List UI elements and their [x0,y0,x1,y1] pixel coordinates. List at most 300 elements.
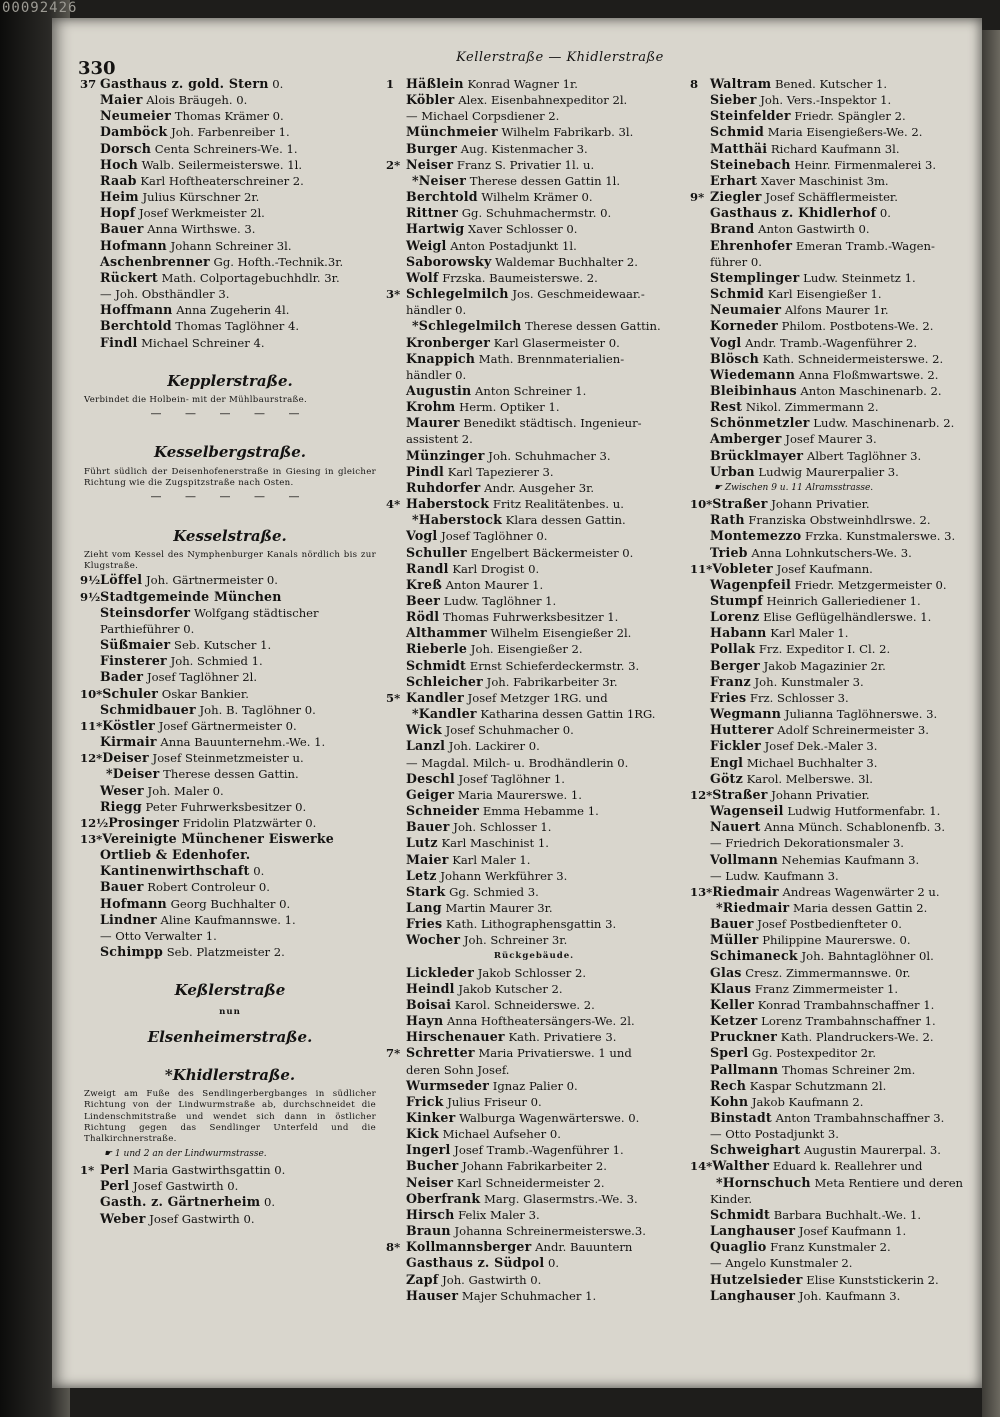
directory-entry [386,238,682,254]
street-description: Führt südlich der Deisenhofenerstraße in Giesing in gleicher Richtung wie die Zugspitzstraße nach Osten. [84,466,376,488]
resident-name: *Haberstock [412,512,502,528]
directory-entry [386,415,682,431]
directory-entry [80,108,380,124]
directory-entry [690,932,968,948]
resident-details: Maria dessen Gattin 2. [789,900,928,915]
resident-details: — Otto Postadjunkt 3. [710,1127,839,1142]
directory-entry [690,367,968,383]
directory-entry [386,270,682,286]
resident-name: Süßmaier [100,637,171,653]
house-number: 5* [386,690,401,705]
resident-details: Josef Taglöhner 0. [437,529,548,544]
resident-details: Franz S. Privatier 1l. u. [453,157,595,172]
resident-details: 0. [249,864,265,879]
resident-name: Brand [710,221,755,237]
resident-name: Franz [710,673,751,689]
directory-entry [386,722,682,738]
directory-entry [690,189,968,205]
resident-details: Elise Kunststickerin 2. [802,1272,939,1287]
resident-name: Bauer [100,221,144,237]
resident-name: Ortlieb & Edenhofer. [100,847,251,863]
resident-details: Martin Maurer 3r. [441,900,553,915]
resident-details: Xaver Maschinist 3m. [757,173,889,188]
directory-entry [690,755,968,771]
resident-details: händler 0. [406,303,467,318]
resident-name: Wurmseder [406,1077,490,1093]
resident-name: Schmidt [406,657,467,673]
resident-details: Josef Kaufmann 1. [795,1224,907,1239]
resident-details: Anton Schreiner 1. [471,383,587,398]
directory-entry [80,653,380,669]
resident-details: — Angelo Kunstmaler 2. [710,1256,853,1271]
resident-name: Berger [710,657,760,673]
resident-name: Straßer [712,496,768,512]
directory-entry [80,847,380,863]
directory-entry [386,658,682,674]
directory-entry [690,238,968,254]
resident-details: Augustin Maurerpal. 3. [800,1143,941,1158]
separator: — — — — — [150,407,310,421]
resident-name: Kandler [406,689,464,705]
resident-name: Schönmetzler [710,415,810,431]
directory-entry [690,658,968,674]
directory-entry [386,173,682,189]
resident-details: Jos. Geschmeidewaar.- [508,287,645,302]
directory-entry [690,916,968,932]
directory-entry [386,512,682,528]
page-edge [982,30,1000,1417]
resident-name: Berchtold [406,189,478,205]
directory-entry [80,686,380,702]
resident-name: Vereinigte Münchener Eiswerke [102,830,335,846]
directory-entry [386,431,682,447]
directory-entry [690,1239,968,1255]
resident-name: Neiser [406,1174,454,1190]
resident-details: Johann Privatier. [767,787,870,802]
house-number: 12* [690,787,713,802]
resident-name: Burger [406,140,458,156]
house-number: 12* [80,751,103,766]
directory-entry [690,383,968,399]
directory-entry [690,464,968,480]
resident-details: Frz. Expeditor I. Cl. 2. [755,642,891,657]
resident-details: Johanna Schreinermeisterswe.3. [450,1224,646,1239]
resident-name: Neumaier [710,302,782,318]
resident-name: Aschenbrenner [100,253,210,269]
house-number: 7* [386,1046,401,1061]
resident-name: Urban [710,463,755,479]
street-description: Verbindet die Holbein- mit der Mühlbaurstraße. [84,394,308,405]
resident-details: Anna Lohnkutschers-We. 3. [747,545,912,560]
resident-details: Ludw. Taglöhner 1. [440,594,557,608]
resident-details: Waldemar Buchhalter 2. [491,254,638,269]
resident-name: Fickler [710,738,761,754]
resident-details: Thomas Schreiner 2m. [778,1062,916,1077]
resident-name: Pindl [406,463,445,479]
resident-details: assistent 2. [406,432,473,447]
directory-entry [386,900,682,916]
resident-name: Deiser [102,750,149,766]
directory-entry [690,852,968,868]
resident-name: Maurer [406,415,460,431]
resident-name: Köbler [406,92,455,108]
directory-entry [690,335,968,351]
resident-name: Perl [100,1162,130,1178]
directory-entry [386,787,682,803]
resident-details: Xaver Schlosser 0. [464,222,578,237]
resident-details: Andr. Tramb.-Wagenführer 2. [741,335,918,350]
directory-entry [386,593,682,609]
directory-entry [80,572,380,588]
resident-name: Lindner [100,911,157,927]
resident-name: Götz [710,770,743,786]
resident-details: Richard Kaufmann 3l. [767,141,900,156]
resident-details: Gg. Postexpeditor 2r. [748,1046,877,1061]
resident-details: Ludwig Hutformenfabr. 1. [783,804,941,819]
directory-entry [80,205,380,221]
resident-details: Thomas Krämer 0. [171,109,284,124]
resident-name: Rückert [100,269,158,285]
resident-name: Pruckner [710,1029,778,1045]
resident-details: Joh. Maler 0. [143,783,224,798]
resident-name: Schmidbauer [100,701,196,717]
resident-name: Kirmair [100,734,157,750]
resident-name: Weber [100,1210,146,1226]
resident-details: Josef Taglöhner 2l. [143,670,258,685]
resident-details: Karol. Melberswe. 3l. [742,771,873,786]
resident-details: Robert Controleur 0. [143,880,270,895]
resident-details: Julius Friseur 0. [443,1094,542,1109]
directory-entry [690,545,968,561]
directory-entry [690,1288,968,1304]
resident-name: Amberger [710,431,782,447]
resident-details: Anna Bauunternehm.-We. 1. [156,735,326,750]
resident-details: Jakob Kaufmann 2. [748,1094,864,1109]
resident-details: 0. [260,1195,276,1210]
resident-name: Heim [100,189,139,205]
directory-entry [386,1207,682,1223]
resident-name: Wick [406,722,442,738]
directory-entry [690,448,968,464]
directory-entry [386,286,682,302]
resident-details: Karl Glasermeister 0. [490,335,620,350]
resident-name: Letz [406,867,437,883]
resident-details: Lorenz Trambahnschaffner 1. [757,1014,936,1029]
resident-name: Schmidt [710,1206,771,1222]
resident-name: Schlegelmilch [406,286,509,302]
directory-entry [690,819,968,835]
directory-entry [386,1255,682,1271]
resident-details: Friedr. Spängler 2. [790,109,906,124]
resident-name: Lang [406,899,442,915]
resident-details: Joh. Farbenreiber 1. [167,125,290,140]
resident-name: Hutterer [710,722,774,738]
resident-name: Bauer [710,916,754,932]
directory-entry [386,852,682,868]
directory-entry [690,108,968,124]
directory-entry [386,1142,682,1158]
directory-entry [80,286,380,302]
resident-name: Glas [710,964,742,980]
resident-details: Andreas Wagenwärter 2 u. [778,884,940,899]
directory-entry [80,863,380,879]
resident-details: Aug. Kistenmacher 3. [457,141,588,156]
directory-entry [690,124,968,140]
resident-details: Johann Privatier. [767,497,870,512]
resident-details: Nehemias Kaufmann 3. [777,852,920,867]
resident-name: Weigl [406,237,447,253]
directory-entry [690,593,968,609]
resident-name: Hopf [100,205,136,221]
resident-details: Josef Gärtnermeister 0. [155,718,297,733]
directory-entry [386,367,682,383]
directory-entry [386,1191,682,1207]
resident-details: — Friedrich Dekorationsmaler 3. [710,836,904,851]
directory-entry [386,884,682,900]
resident-details: Josef Postbedienfteter 0. [753,917,902,932]
resident-name: *Kandler [412,706,477,722]
resident-name: *Neiser [412,172,467,188]
directory-entry [80,141,380,157]
resident-name: Fries [710,689,747,705]
directory-entry [690,1272,968,1288]
resident-details: — Joh. Obsthändler 3. [100,287,230,302]
resident-details: Joh. Schreiner 3r. [460,933,568,948]
resident-details: Julianna Taglöhnerswe. 3. [781,707,938,722]
resident-name: Fries [406,916,443,932]
directory-entry [80,896,380,912]
resident-details: Josef Gastwirth 0. [129,1179,239,1194]
resident-name: Schneider [406,803,480,819]
resident-details: Michael Aufseher 0. [438,1127,561,1142]
resident-name: Wiedemann [710,366,796,382]
resident-details: Anton Maurer 1. [441,577,544,592]
resident-details: Eduard k. Reallehrer und [769,1159,923,1174]
resident-details: Anton Maschinenarb. 2. [796,383,942,398]
resident-details: Konrad Wagner 1r. [463,77,578,91]
directory-entry [690,1158,968,1174]
resident-details: 0. [876,206,891,221]
directory-entry [80,621,380,637]
house-number: 10* [690,497,713,512]
resident-details: Meta Rentiere und deren [810,1175,964,1190]
resident-details: Marg. Glasermstrs.-We. 3. [480,1191,638,1206]
resident-details: Jakob Magazinier 2r. [759,658,886,673]
resident-name: Sieber [710,92,757,108]
house-number: 12½ [80,815,109,830]
resident-details: Emma Hebamme 1. [479,804,599,819]
column-middle [386,76,682,1304]
resident-details: Philom. Postbotens-We. 2. [777,319,934,334]
directory-entry [690,577,968,593]
directory-entry [386,803,682,819]
directory-entry [386,318,682,334]
directory-entry [386,480,682,496]
directory-entry [80,879,380,895]
resident-name: Quaglio [710,1239,767,1255]
resident-details: Josef Werkmeister 2l. [135,206,265,221]
resident-details: Jakob Kutscher 2. [454,981,563,996]
house-number: 14* [690,1159,713,1174]
resident-details: Emeran Tramb.-Wagen- [792,238,935,253]
resident-details: Anna Floßmwartswe. 2. [795,367,939,382]
directory-entry [80,76,380,92]
page-number: 330 [78,58,116,79]
directory-entry [386,205,682,221]
resident-details: Math. Colportagebuchhdlr. 3r. [157,270,340,285]
house-number: 9½ [80,589,101,604]
resident-name: Schmid [710,124,765,140]
resident-name: Lutz [406,835,438,851]
directory-entry [690,1142,968,1158]
directory-entry [386,464,682,480]
column-left [80,76,380,1227]
directory-entry [386,1158,682,1174]
resident-name: Kinker [406,1110,456,1125]
directory-entry [386,706,682,722]
resident-name: Ehrenhofer [710,237,793,253]
directory-entry [386,561,682,577]
directory-entry [386,981,682,997]
resident-details: Ernst Schieferdeckermstr. 3. [466,658,640,673]
resident-name: Vollmann [710,851,778,867]
resident-details: Kinder. [710,1191,753,1206]
resident-name: Rieberle [406,641,468,657]
directory-entry [386,819,682,835]
resident-name: Beer [406,593,441,608]
resident-details: Franz Kunstmaler 2. [766,1240,891,1255]
resident-name: Deschl [406,770,455,786]
directory-entry [386,76,682,92]
resident-name: Rest [710,399,743,415]
resident-name: Hoch [100,156,138,172]
resident-name: Wocher [406,932,461,948]
resident-details: Josef Steinmetzmeister u. [148,751,304,766]
directory-entry [690,803,968,819]
resident-name: Knappich [406,350,476,366]
street-heading: Keßlerstraße [174,982,286,999]
resident-details: Joh. Eisengießer 2. [467,642,583,657]
resident-details: Anna Münch. Schablonenfb. 3. [760,820,946,835]
resident-name: Brücklmayer [710,447,804,463]
directory-entry [80,124,380,140]
directory-entry [690,641,968,657]
directory-entry [386,1110,682,1126]
resident-name: *Schlegelmilch [412,318,522,334]
resident-details: Parthieführer 0. [100,621,195,636]
resident-details: Thomas Fuhrwerksbesitzer 1. [439,610,619,625]
resident-details: Albert Taglöhner 3. [803,448,922,463]
resident-name: Kantinenwirthschaft [100,863,250,879]
resident-details: Math. Brennmaterialien- [475,351,625,366]
directory-entry [690,722,968,738]
resident-details: Joh. Gastwirth 0. [438,1272,542,1287]
directory-entry [690,674,968,690]
directory-entry [690,157,968,173]
resident-name: Prosinger [108,814,180,830]
house-number: 11* [80,718,103,733]
directory-entry [386,1223,682,1239]
resident-name: Steinsdorfer [100,604,191,620]
resident-name: Matthäi [710,140,768,156]
resident-details: Cresz. Zimmermannswe. 0r. [741,965,911,980]
directory-entry [690,1191,968,1207]
directory-entry [386,383,682,399]
street-heading: *Khidlerstraße. [164,1066,296,1083]
resident-details: händler 0. [406,367,467,382]
resident-details: Oskar Bankier. [158,686,249,701]
resident-name: Krohm [406,399,456,415]
directory-entry [80,157,380,173]
resident-details: Nikol. Zimmermann 2. [742,400,879,415]
directory-entry [80,302,380,318]
resident-name: Randl [406,560,449,576]
resident-details: Karl Schneidermeister 2. [453,1175,605,1190]
resident-details: Joh. Vers.-Inspektor 1. [756,93,892,108]
resident-details: Anna Zugeherin 4l. [172,303,290,318]
resident-details: Franz Zimmermeister 1. [751,981,899,996]
resident-details: Michael Schreiner 4. [137,335,265,350]
resident-details: Josef Dek.-Maler 3. [760,739,878,754]
resident-name: Montemezzo [710,528,802,544]
subheading: Rückgebäude. [493,951,575,962]
directory-entry [386,1029,682,1045]
directory-entry [386,124,682,140]
resident-details: Anna Wirthswe. 3. [143,222,256,237]
resident-details: Kath. Schneidermeisterswe. 2. [758,351,944,366]
directory-entry [386,1126,682,1142]
resident-details: Peter Fuhrwerksbesitzer 0. [141,799,307,814]
resident-details: Karl Tapezierer 3. [444,464,554,479]
resident-details: Majer Schuhmacher 1. [458,1288,597,1303]
house-number: 8* [386,1240,401,1255]
resident-name: Ruhdorfer [406,479,481,495]
resident-details: Heinrich Galleriediener 1. [762,594,921,608]
resident-details: Maria Maurerswe. 1. [454,787,582,802]
resident-details: Wilhelm Fabrikarb. 3l. [497,125,634,140]
directory-entry [80,189,380,205]
resident-name: Rech [710,1077,747,1093]
resident-name: Gasth. z. Gärtnerheim [100,1194,261,1210]
resident-name: Langhauser [710,1223,796,1239]
resident-details: Andr. Bauuntern [531,1240,633,1255]
resident-name: Augustin [406,382,472,398]
resident-name: Finsterer [100,653,167,669]
resident-name: Rödl [406,609,440,625]
resident-details: Wolfgang städtischer [190,605,319,620]
resident-name: Bucher [406,1158,459,1174]
directory-entry [386,157,682,173]
directory-entry [690,92,968,108]
directory-entry [80,238,380,254]
directory-entry [690,254,968,270]
directory-entry [386,690,682,706]
directory-entry [690,738,968,754]
directory-entry [690,270,968,286]
resident-details: Maria Eisengießers-We. 2. [764,125,923,140]
resident-details: Kath. Lithographensgattin 3. [442,917,617,932]
resident-details: Ludw. Maschinenarb. 2. [809,416,955,431]
directory-entry [386,738,682,754]
resident-details: Konrad Trambahnschaffner 1. [754,997,935,1012]
resident-details: führer 0. [710,254,762,269]
resident-name: Zapf [406,1271,439,1287]
resident-details: Heinr. Firmenmalerei 3. [790,157,937,172]
resident-details: Fridolin Platzwärter 0. [179,815,317,830]
resident-name: Langhauser [710,1287,796,1303]
resident-name: Gasthaus z. Südpol [406,1255,545,1271]
directory-entry [80,637,380,653]
